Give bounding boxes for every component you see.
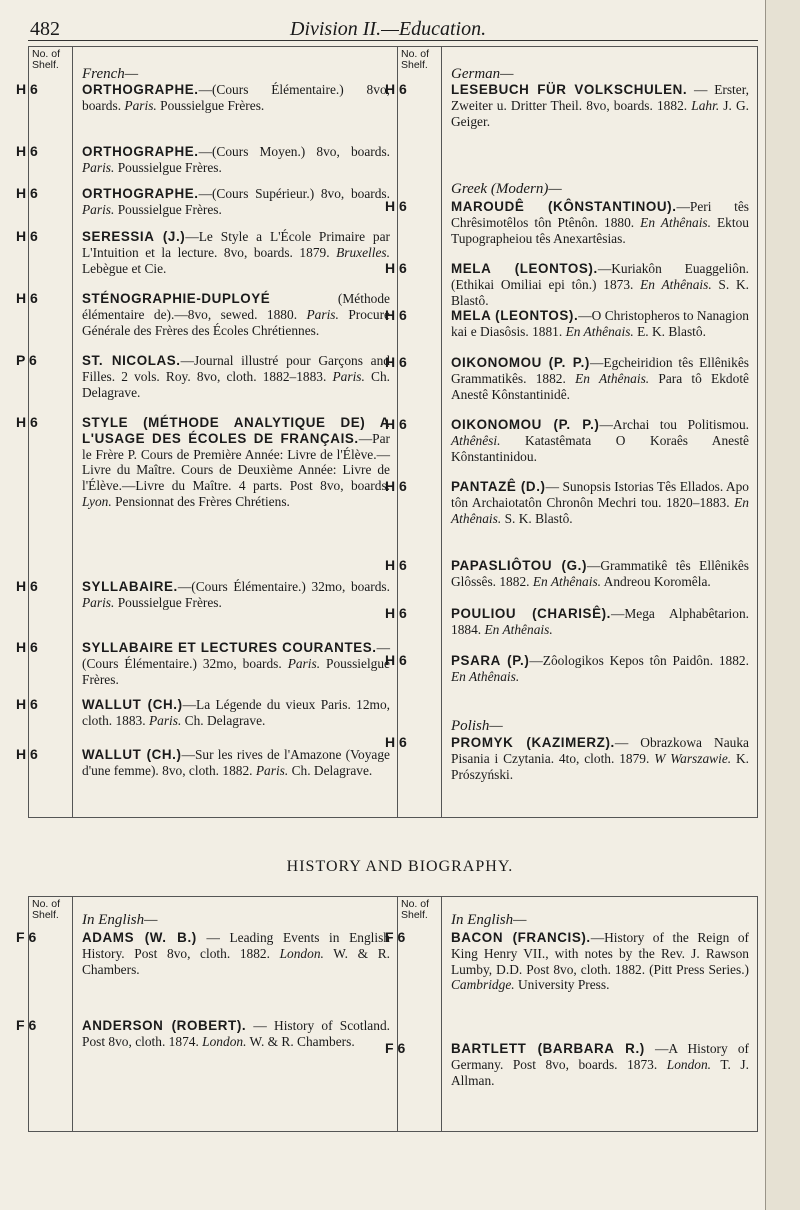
entry-description: —Peri tês Chrêsimotêlos tôn Ptênôn. 1880. bbox=[451, 199, 749, 230]
entry-description: —Egcheiridion tês Ellênikês Grammatikês. 1882. bbox=[451, 355, 749, 386]
entry-place: Paris. bbox=[82, 594, 115, 610]
entry-publisher: Poussielgue Frères. bbox=[82, 655, 391, 687]
entry-heading: POULIOU (CHARISÊ). bbox=[451, 606, 611, 621]
shelf-mark: H 6 bbox=[16, 290, 38, 306]
catalogue-entry bbox=[385, 605, 749, 638]
entry-heading: MAROUDÊ (KÔNSTANTINOU). bbox=[451, 199, 677, 214]
catalogue-entry bbox=[385, 734, 750, 782]
entry-heading: SYLLABAIRE ET LECTURES COURANTES. bbox=[82, 640, 377, 655]
subhead-english: In English— bbox=[82, 912, 158, 928]
entry-place: Paris. bbox=[306, 306, 339, 322]
header-rule bbox=[28, 40, 758, 41]
entry-place: Paris. bbox=[255, 762, 289, 778]
shelf-mark: H 6 bbox=[385, 734, 407, 750]
entry-heading: ORTHOGRAPHE. bbox=[82, 186, 199, 201]
shelf-divider-right bbox=[441, 46, 442, 818]
entry-place: En Athênais. bbox=[565, 323, 634, 339]
catalogue-entry bbox=[16, 1017, 390, 1050]
shelf-mark: H 6 bbox=[385, 260, 407, 276]
entry-publisher: Ch. Delagrave. bbox=[181, 712, 266, 728]
shelf-mark: H 6 bbox=[16, 639, 38, 655]
subhead-german: German— bbox=[451, 66, 514, 82]
entry-publisher: E. K. Blastô. bbox=[633, 323, 706, 339]
catalogue-entry bbox=[385, 307, 749, 340]
section-title: HISTORY AND BIOGRAPHY. bbox=[286, 858, 514, 875]
entry-place: Paris. bbox=[82, 201, 115, 217]
catalogue-entry bbox=[385, 929, 749, 993]
entry-description: —Mega Alphabêtarion. 1884. bbox=[451, 606, 749, 637]
entry-place: W Warszawie. bbox=[654, 750, 732, 766]
shelf-mark: F 6 bbox=[16, 929, 37, 945]
catalogue-entry bbox=[385, 354, 749, 402]
entry-heading: OIKONOMOU (P. P.) bbox=[451, 417, 600, 432]
catalogue-entry bbox=[16, 578, 390, 611]
table-top-rule bbox=[28, 896, 758, 897]
entry-description: —(Cours Élémentaire.) 32mo, boards. bbox=[177, 579, 390, 594]
entry-heading: BARTLETT (BARBARA R.) bbox=[451, 1041, 645, 1056]
entry-place: London. bbox=[279, 945, 324, 961]
shelf-mark: H 6 bbox=[16, 81, 38, 97]
entry-description: —History of the Reign of King Henry VII., with notes by the Rev. J. Rawson Lumby, D.D. Post 8vo, cloth. 1882. (Pitt Press Series.) bbox=[451, 930, 749, 977]
entry-description: —La Légende du vieux Paris. 12mo, cloth. 1883. bbox=[82, 697, 390, 728]
catalogue-entry bbox=[16, 228, 390, 276]
shelf-divider-left bbox=[72, 896, 73, 1132]
entry-publisher: Pensionnat des Frères Chrétiens. bbox=[111, 493, 290, 509]
shelf-divider-right bbox=[441, 896, 442, 1132]
subhead-french: French— bbox=[82, 66, 139, 82]
entry-description: —(Cours Élémentaire.) 8vo, boards. bbox=[82, 82, 390, 113]
entry-description: (Méthode élémentaire de).—8vo, sewed. 1880. bbox=[82, 291, 390, 322]
table-bottom-rule bbox=[28, 1131, 758, 1132]
catalogue-entry bbox=[385, 652, 749, 685]
entry-publisher: Poussielgue Frères. bbox=[114, 201, 222, 217]
shelf-column-header: No. of Shelf. bbox=[401, 48, 430, 71]
entry-place: En Athênais. bbox=[575, 370, 650, 386]
entry-heading: ORTHOGRAPHE. bbox=[82, 82, 199, 97]
shelf-column-header: No. of Shelf. bbox=[32, 48, 61, 71]
catalogue-entry bbox=[385, 557, 749, 590]
entry-publisher: Para tô Ekdotê Anestê Kônstantinidê. bbox=[451, 370, 749, 402]
entry-description: — Obrazkowa Nauka Pisania i Czytania. 4to, cloth. 1879. bbox=[451, 735, 750, 766]
entry-publisher: Ch. Delagrave. bbox=[288, 762, 373, 778]
entry-place: Lyon. bbox=[82, 493, 112, 509]
entry-publisher: Poussielgue Frères. bbox=[156, 97, 265, 113]
shelf-mark: H 6 bbox=[16, 143, 38, 159]
entry-description: —Kuriakôn Euaggeliôn. (Ethikai Omiliai epi tôn.) 1873. bbox=[451, 261, 749, 292]
shelf-mark: P 6 bbox=[16, 352, 37, 368]
education-table bbox=[16, 46, 758, 818]
entry-heading: ORTHOGRAPHE. bbox=[82, 144, 199, 159]
entry-place: Cambridge. bbox=[451, 977, 515, 993]
entry-heading: PROMYK (KAZIMERZ). bbox=[451, 735, 615, 750]
shelf-column-header: No. of Shelf. bbox=[32, 898, 61, 921]
entry-publisher: Katastêmata O Koraês Anestê Kônstantinidou. bbox=[451, 432, 749, 464]
shelf-mark: H 6 bbox=[385, 416, 407, 432]
table-bottom-rule bbox=[28, 817, 758, 818]
entry-description: —Sur les rives de l'Amazone (Voyage d'une femme). 8vo, cloth. 1882. bbox=[82, 747, 390, 778]
entry-place: Paris. bbox=[148, 712, 182, 728]
entry-place: Paris. bbox=[287, 655, 321, 671]
entry-publisher: Poussielgue Frères. bbox=[114, 594, 222, 610]
entry-place: Bruxelles. bbox=[336, 244, 390, 260]
entry-description: —Zôologikos Kepos tôn Paidôn. 1882. bbox=[529, 653, 749, 668]
entry-description: —A History of Germany. Post 8vo, boards. 1873. bbox=[451, 1041, 749, 1072]
entry-place: Paris. bbox=[124, 97, 157, 113]
entry-heading: ST. NICOLAS. bbox=[82, 353, 181, 368]
entry-publisher: Andreou Koromêla. bbox=[601, 573, 711, 589]
shelf-mark: F 6 bbox=[385, 929, 406, 945]
entry-heading: ADAMS (W. B.) bbox=[82, 930, 197, 945]
shelf-mark: H 6 bbox=[385, 198, 407, 214]
entry-description: — History of Scotland. Post 8vo, cloth. 1874. bbox=[82, 1018, 390, 1049]
catalogue-entry bbox=[385, 416, 749, 464]
catalogue-entry bbox=[16, 746, 390, 779]
history-table bbox=[16, 896, 758, 1132]
entry-heading: MELA (LEONTOS). bbox=[451, 261, 598, 276]
entry-description: —O Christopheros to Nanagion kai e Diasôsis. 1881. bbox=[451, 308, 749, 339]
shelf-mark: H 6 bbox=[16, 578, 38, 594]
entry-heading: BACON (FRANCIS). bbox=[451, 930, 591, 945]
entry-publisher: Ektou Tupographeiou tês Anexartêsias. bbox=[451, 214, 749, 246]
shelf-divider-left bbox=[72, 46, 73, 818]
entry-description: —Grammatikê tês Ellênikês Glôssês. 1882. bbox=[451, 558, 749, 589]
entry-publisher: University Press. bbox=[514, 977, 610, 993]
entry-publisher: Lebègue et Cie. bbox=[82, 260, 167, 276]
shelf-mark: F 6 bbox=[385, 1040, 406, 1056]
shelf-mark: H 6 bbox=[385, 557, 407, 573]
entry-description: —(Cours Supérieur.) 8vo, boards. bbox=[198, 186, 390, 201]
entry-publisher: Ch. Delagrave. bbox=[82, 368, 390, 400]
shelf-mark: H 6 bbox=[16, 414, 38, 430]
entry-publisher: Poussielgue Frères. bbox=[114, 159, 222, 175]
entry-description: —Le Style a L'École Primaire par L'Intuition et la lecture. 8vo, boards. 1879. bbox=[82, 229, 390, 260]
table-border-right bbox=[757, 896, 758, 1132]
entry-publisher: K. Prószyński. bbox=[451, 750, 749, 782]
entry-publisher: Procure Générale des Frères des Écoles Chrétiennes. bbox=[82, 306, 390, 338]
entry-publisher: J. G. Geiger. bbox=[451, 97, 750, 129]
entry-place: London. bbox=[666, 1056, 712, 1072]
shelf-mark: H 6 bbox=[385, 81, 407, 97]
shelf-mark: H 6 bbox=[16, 746, 38, 762]
subhead-polish: Polish— bbox=[451, 718, 503, 734]
adjacent-page-edge bbox=[765, 0, 800, 1210]
catalogue-entry bbox=[385, 478, 749, 526]
entry-heading: MELA (LEONTOS). bbox=[451, 308, 579, 323]
entry-heading: PANTAZÊ (D.) bbox=[451, 479, 546, 494]
catalogue-entry bbox=[16, 290, 390, 338]
subhead-english: In English— bbox=[451, 912, 527, 928]
entry-description: —(Cours Moyen.) 8vo, boards. bbox=[198, 144, 390, 159]
entry-place: Lahr. bbox=[691, 97, 720, 113]
entry-description: — Leading Events in English History. Post 8vo, cloth. 1882. bbox=[82, 930, 390, 961]
entry-publisher: S. K. Blastô. bbox=[451, 276, 749, 308]
shelf-mark: H 6 bbox=[385, 307, 407, 323]
entry-heading: WALLUT (CH.) bbox=[82, 697, 183, 712]
page-number: 482 bbox=[30, 18, 60, 40]
entry-place: En Athênais. bbox=[640, 214, 711, 230]
subhead-greek: Greek (Modern)— bbox=[451, 181, 562, 197]
shelf-column-header: No. of Shelf. bbox=[401, 898, 430, 921]
entry-place: En Athênais. bbox=[451, 668, 520, 684]
entry-description: —Par le Frère P. Cours de Première Année: Livre de l'Élève.— Livre du Maître. Cours de Deuxième Année: Livre de l'Élève.—Livre du Maître. 4 parts. Post 8vo, boards. bbox=[82, 430, 390, 494]
table-top-rule bbox=[28, 46, 758, 47]
entry-heading: ANDERSON (ROBERT). bbox=[82, 1018, 247, 1033]
catalogue-entry bbox=[16, 352, 391, 400]
table-border-right bbox=[757, 46, 758, 818]
entry-heading: LESEBUCH FÜR VOLKSCHULEN. bbox=[451, 82, 688, 97]
entry-heading: WALLUT (CH.) bbox=[82, 747, 182, 762]
entry-place: En Athênais. bbox=[484, 621, 553, 637]
catalogue-entry bbox=[385, 260, 749, 308]
entry-publisher: W. & R. Chambers. bbox=[82, 945, 390, 977]
entry-place: Paris. bbox=[82, 159, 115, 175]
entry-heading: PAPASLIÔTOU (G.) bbox=[451, 558, 587, 573]
entry-description: —Archai tou Politismou. bbox=[599, 417, 749, 432]
entry-description: — Sunopsis Istorias Tês Ellados. Apo tôn Archaiotatôn Chronôn Mechri tou. 1820–1883. bbox=[451, 479, 749, 510]
catalogue-entry bbox=[16, 929, 390, 977]
entry-heading: STÉNOGRAPHIE-DUPLOYÉ bbox=[82, 291, 271, 306]
catalogue-entry bbox=[16, 696, 390, 729]
entry-publisher: W. & R. Chambers. bbox=[246, 1033, 355, 1049]
catalogue-entry bbox=[385, 81, 750, 129]
entry-place: En Athênais. bbox=[451, 494, 749, 526]
catalogue-entry bbox=[16, 414, 390, 510]
entry-heading: OIKONOMOU (P. P.) bbox=[451, 355, 590, 370]
shelf-mark: H 6 bbox=[16, 228, 38, 244]
running-title: Division II.—Education. bbox=[290, 18, 487, 40]
entry-place: Athênêsi. bbox=[451, 432, 501, 448]
shelf-mark: H 6 bbox=[385, 605, 407, 621]
entry-place: London. bbox=[202, 1033, 247, 1049]
entry-description: — Erster, Zweiter u. Dritter Theil. 8vo, boards. 1882. bbox=[451, 82, 749, 113]
entry-place: Paris. bbox=[332, 368, 365, 384]
entry-heading: PSARA (P.) bbox=[451, 653, 530, 668]
shelf-mark: H 6 bbox=[16, 185, 38, 201]
shelf-mark: H 6 bbox=[385, 652, 407, 668]
catalogue-entry bbox=[16, 81, 390, 114]
entry-publisher: T. J. Allman. bbox=[451, 1056, 749, 1088]
entry-heading: SYLLABAIRE. bbox=[82, 579, 178, 594]
catalogue-entry bbox=[16, 143, 390, 176]
catalogue-entry bbox=[16, 639, 391, 687]
catalogue-entry bbox=[16, 185, 390, 218]
catalogue-entry bbox=[385, 1040, 749, 1088]
entry-description: —(Cours Élémentaire.) 32mo, boards. bbox=[82, 640, 390, 671]
shelf-mark: F 6 bbox=[16, 1017, 37, 1033]
shelf-mark: H 6 bbox=[16, 696, 38, 712]
shelf-mark: H 6 bbox=[385, 354, 407, 370]
entry-place: En Athênais. bbox=[640, 276, 712, 292]
entry-heading: SERESSIA (J.) bbox=[82, 229, 186, 244]
entry-description: —Journal illustré pour Garçons and Filles. 2 vols. Roy. 8vo, cloth. 1882–1883. bbox=[82, 353, 391, 384]
entry-place: En Athênais. bbox=[532, 573, 602, 589]
entry-publisher: S. K. Blastô. bbox=[501, 510, 573, 526]
catalogue-entry bbox=[385, 198, 749, 246]
shelf-mark: H 6 bbox=[385, 478, 407, 494]
entry-heading: STYLE (MÉTHODE ANALYTIQUE DE) A L'USAGE DES ÉCOLES DE FRANÇAIS. bbox=[82, 415, 390, 446]
